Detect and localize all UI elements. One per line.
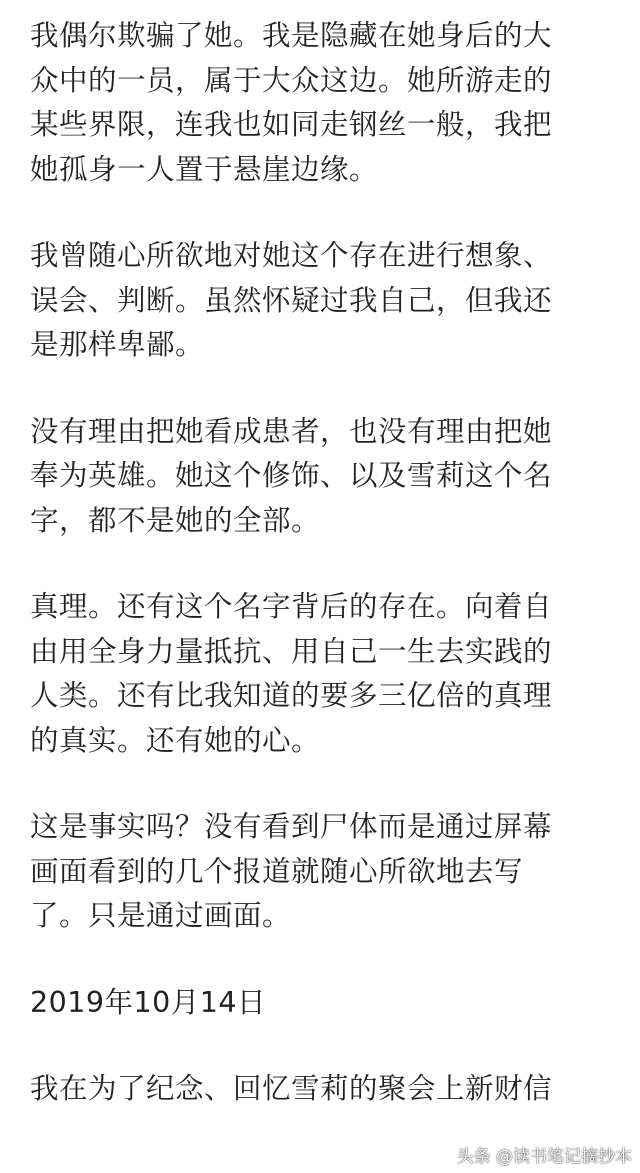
article-body <box>30 14 616 1112</box>
date-line: 2019年10月14日 <box>30 985 267 1019</box>
paragraph-5 <box>30 805 616 939</box>
paragraph-line: 字，都不是她的全部。 <box>30 503 321 537</box>
paragraph-line: 由用全身力量抵抗、用自己一生去实践的 <box>30 634 553 668</box>
paragraph-line: 众中的一员，属于大众这边。她所游走的 <box>30 63 553 97</box>
paragraph-line: 画面看到的几个报道就随心所欲地去写 <box>30 854 524 888</box>
paragraph-line: 没有理由把她看成患者，也没有理由把她 <box>30 414 553 448</box>
paragraph-line: 人类。还有比我知道的要多三亿倍的真理 <box>30 679 553 712</box>
paragraph-line: 这是事实吗？没有看到尸体而是通过屏幕 <box>30 810 553 843</box>
paragraph-line: 我偶尔欺骗了她。我是隐藏在她身后的大 <box>30 19 553 52</box>
paragraph-line: 的真实。还有她的心。 <box>30 723 321 757</box>
paragraph-line: 真理。还有这个名字背后的存在。向着自 <box>30 590 553 623</box>
watermark: 头条 @读书笔记摘抄本 <box>456 1147 632 1167</box>
paragraph-1 <box>30 14 616 192</box>
paragraph-line: 误会、判断。虽然怀疑过我自己，但我还 <box>30 283 553 317</box>
truncated-last-line: 我在为了纪念、回忆雪莉的聚会上新财信 <box>30 1072 553 1105</box>
paragraph-4 <box>30 585 616 763</box>
paragraph-line: 是那样卑鄙。 <box>30 328 205 361</box>
paragraph-line: 某些界限，连我也如同走钢丝一般，我把 <box>30 108 553 141</box>
paragraph-line: 了。只是通过画面。 <box>30 899 292 932</box>
paragraph-line: 我曾随心所欲地对她这个存在进行想象、 <box>30 239 553 272</box>
paragraph-line: 她孤身一人置于悬崖边缘。 <box>30 152 379 186</box>
paragraph-line: 奉为英雄。她这个修饰、以及雪莉这个名 <box>30 459 553 492</box>
paragraph-3 <box>30 410 616 544</box>
paragraph-2 <box>30 234 616 368</box>
